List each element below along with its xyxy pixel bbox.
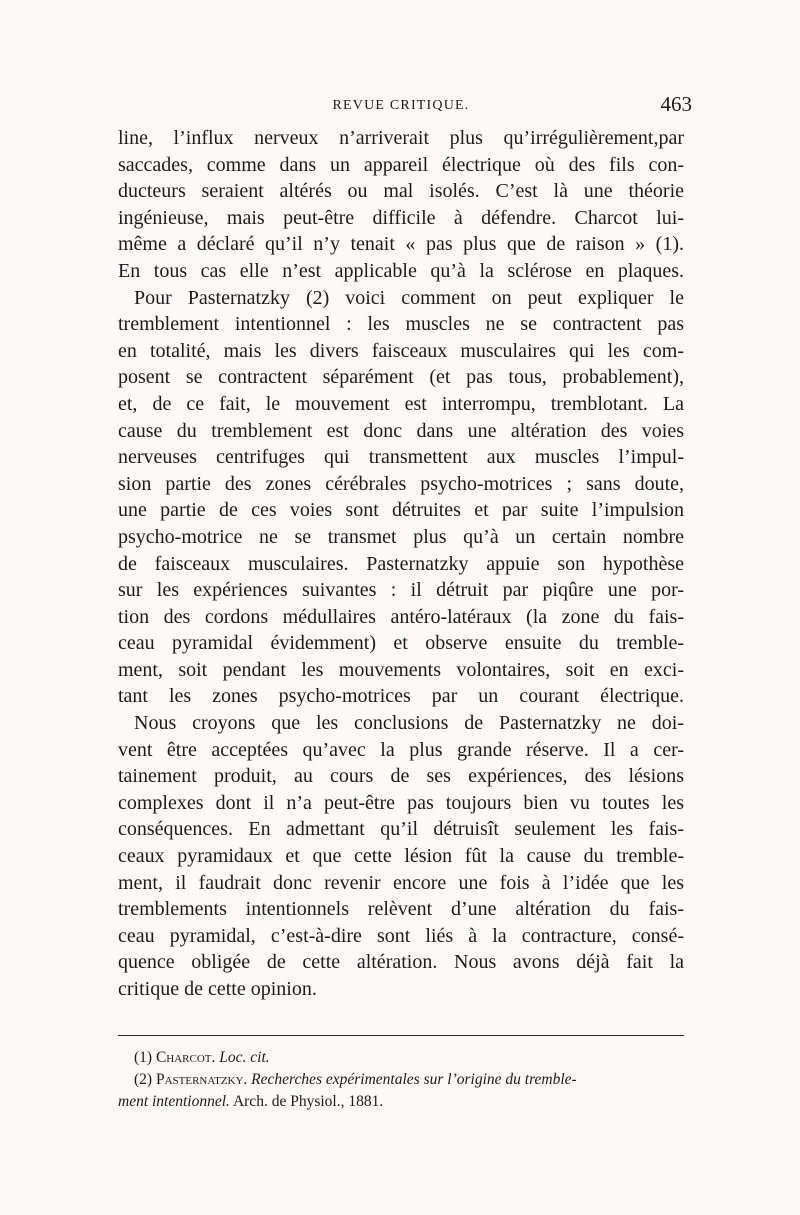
text-line: et, de ce fait, le mouvement est interrompu, tremblotant. La [118, 392, 684, 415]
footnote-2-continued [118, 1091, 684, 1113]
text-line: tant les zones psycho-motrices par un courant électrique. [118, 685, 684, 708]
text-line: ment, soit pendant les mouvements volontaires, soit en exci- [118, 658, 684, 681]
footnote-reference: Loc. cit. [219, 1049, 270, 1066]
footnote-title: ment intentionnel. [118, 1093, 230, 1110]
footnote-marker: (2) [134, 1071, 153, 1088]
text-line: en totalité, mais les divers faisceaux musculaires qui les com- [118, 339, 684, 362]
text-line: ducteurs seraient altérés ou mal isolés. C’est là une théorie [118, 180, 684, 203]
text-line: tion des cordons médullaires antéro-latéraux (la zone du fais- [118, 605, 684, 628]
footnotes [118, 1047, 684, 1113]
text-line: ceau pyramidal évidemment) et observe ensuite du tremble- [118, 632, 684, 655]
text-line: nerveuses centrifuges qui transmettent aux muscles l’impul- [118, 446, 684, 469]
text-line: cause du tremblement est donc dans une altération des voies [118, 419, 684, 442]
text-line: critique de cette opinion. [118, 978, 317, 1000]
text-line: tainement produit, au cours de ses expériences, des lésions [118, 765, 684, 788]
running-title: REVUE CRITIQUE. [332, 98, 470, 113]
text-line: une partie de ces voies sont détruites et par suite l’impulsion [118, 499, 684, 522]
paragraph-2 [118, 285, 684, 711]
text-line: sion partie des zones cérébrales psycho-motrices ; sans doute, [118, 472, 684, 495]
text-line: quence obligée de cette altération. Nous avons déjà fait la [118, 951, 684, 974]
footnote-2 [118, 1069, 684, 1091]
text-line: posent se contractent séparément (et pas tous, probablement), [118, 366, 684, 389]
text-line: psycho-motrice ne se transmet plus qu’à un certain nombre [118, 525, 684, 548]
text-line: saccades, comme dans un appareil électrique où des fils con- [118, 153, 684, 176]
text-line: sur les expériences suivantes : il détruit par piqûre une por- [118, 579, 684, 602]
footnote-title: Recherches expérimentales sur l’origine du tremble- [251, 1071, 577, 1088]
text-line: complexes dont il n’a peut-être pas toujours bien vu toutes les [118, 791, 684, 814]
text-line: conséquences. En admettant qu’il détruisît seulement les fais- [118, 818, 684, 841]
text-line: tremblement intentionnel : les muscles ne se contractent pas [118, 313, 684, 336]
text-line: line, l’influx nerveux n’arriverait plus qu’irrégulièrement,par [118, 127, 684, 149]
text-line: tremblements intentionnels relèvent d’une altération du fais- [118, 898, 684, 921]
footnote-author: Pasternatzky. [155, 1071, 248, 1088]
text-line: ceau pyramidal, c’est-à-dire sont liés à la contracture, consé- [118, 924, 684, 947]
text-line: Nous croyons que les conclusions de Pasternatzky ne doi- [134, 712, 684, 735]
text-line: vent être acceptées qu’avec la plus grande réserve. Il a cer- [118, 738, 684, 761]
footnote-author: Charcot. [155, 1049, 216, 1066]
text-line: En tous cas elle n’est applicable qu’à la sclérose en plaques. [118, 259, 684, 282]
footnote-1 [118, 1047, 684, 1069]
footnote-source: Arch. de Physiol., 1881. [232, 1093, 384, 1110]
text-line: ceaux pyramidaux et que cette lésion fût la cause du tremble- [118, 845, 684, 868]
paragraph-1 [118, 125, 684, 285]
body-text [118, 125, 684, 1003]
footnote-separator [118, 1035, 684, 1036]
text-line: Pour Pasternatzky (2) voici comment on peut expliquer le [134, 286, 684, 309]
page-number: 463 [660, 92, 692, 116]
text-line: même a déclaré qu’il n’y tenait « pas plus que de raison » (1). [118, 233, 684, 256]
text-line: de faisceaux musculaires. Pasternatzky appuie son hypothèse [118, 552, 684, 575]
footnote-marker: (1) [134, 1049, 153, 1066]
text-line: ingénieuse, mais peut-être difficile à défendre. Charcot lui- [118, 206, 684, 229]
running-head [118, 92, 692, 122]
paragraph-3 [118, 710, 684, 1003]
text-line: ment, il faudrait donc revenir encore une fois à l’idée que les [118, 871, 684, 894]
